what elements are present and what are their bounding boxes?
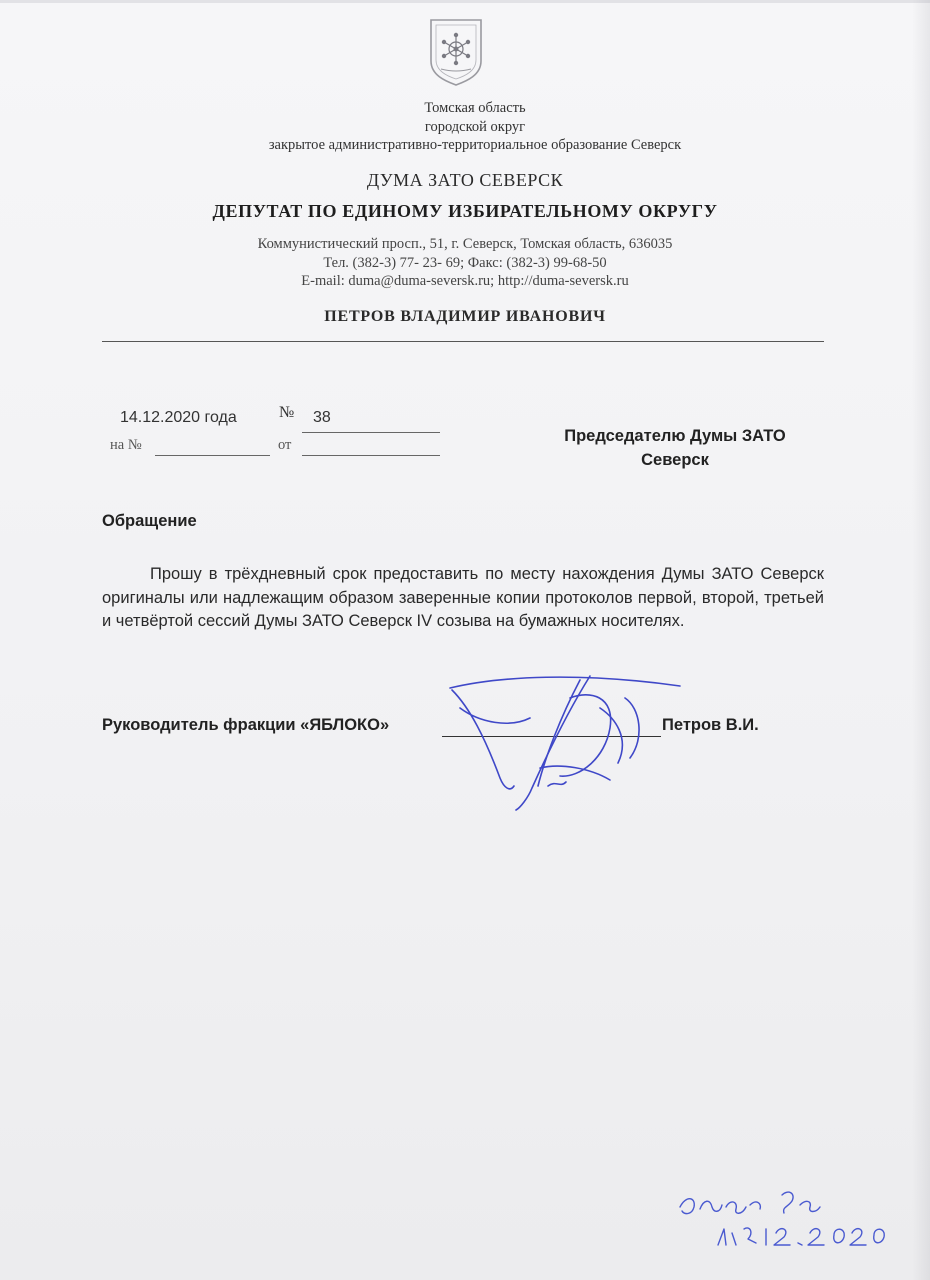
district-line: городской округ bbox=[424, 118, 526, 135]
header-region bbox=[0, 99, 930, 155]
phone-line: Тел. (382-3) 77- 23- 69; Факс: (382-3) 99-68-50 bbox=[323, 254, 607, 271]
reference-label: на № bbox=[110, 437, 142, 453]
document-number: 38 bbox=[313, 409, 331, 426]
from-label: от bbox=[278, 437, 292, 453]
signatory-name: Петров В.И. bbox=[662, 716, 759, 734]
body-paragraph: Прошу в трёхдневный срок предоставить по месту нахождения Думы ЗАТО Северск оригиналы или надлежащим образом заверенные копии протоколов первой, второй, третьей и четвёртой сессий Думы ЗАТО Северск IV созыва на бумажных носителях. bbox=[102, 565, 824, 630]
from-underline bbox=[302, 455, 440, 456]
region-line: Томская область bbox=[424, 100, 526, 116]
subject-heading: Обращение bbox=[102, 512, 197, 530]
address-line: Коммунистический просп., 51, г. Северск, Томская область, 636035 bbox=[257, 236, 673, 252]
addressee-city: Северск bbox=[641, 451, 709, 469]
addressee-block bbox=[520, 424, 830, 472]
municipality-line: закрытое административно-территориальное образование Северск bbox=[268, 137, 682, 153]
document-date: 14.12.2020 года bbox=[120, 409, 237, 426]
email-line: E-mail: duma@duma-seversk.ru; http://duma-seversk.ru bbox=[301, 273, 629, 289]
deputy-title: ДЕПУТАТ ПО ЕДИНОМУ ИЗБИРАТЕЛЬНОМУ ОКРУГУ bbox=[212, 201, 718, 221]
receipt-handwritten-note bbox=[670, 1185, 900, 1255]
paper-edge bbox=[0, 0, 930, 3]
seversk-coat-of-arms-icon bbox=[427, 17, 485, 87]
signatory-role: Руководитель фракции «ЯБЛОКО» bbox=[102, 716, 390, 734]
deputy-name: ПЕТРОВ ВЛАДИМИР ИВАНОВИЧ bbox=[324, 308, 606, 325]
duma-title: ДУМА ЗАТО СЕВЕРСК bbox=[366, 170, 564, 190]
number-sign: № bbox=[279, 404, 295, 421]
header-divider bbox=[102, 341, 824, 342]
addressee-line: Председателю Думы ЗАТО bbox=[564, 427, 786, 445]
handwritten-signature bbox=[440, 668, 690, 818]
reference-underline bbox=[155, 455, 270, 456]
number-underline bbox=[302, 432, 440, 433]
paper-shadow bbox=[912, 0, 930, 1280]
contact-block bbox=[0, 235, 930, 291]
